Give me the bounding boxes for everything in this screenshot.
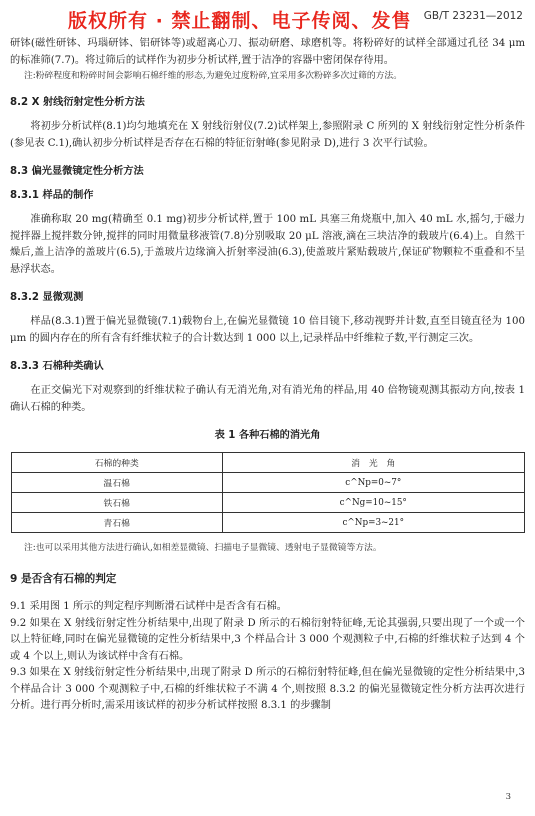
- page-content: [10, 36, 525, 715]
- table-cell: 铁石棉: [12, 493, 223, 513]
- note-table: 注:也可以采用其他方法进行确认,如相差显微镜、扫描电子显微镜、透射电子显微镜等方法。: [24, 543, 382, 553]
- extinction-angle-table: [11, 452, 525, 533]
- paragraph-9-2: 9.2 如果在 X 射线衍射定性分析结果中,出现了附录 D 所示的石棉衍射特征峰,无论其强弱,只要出现了一个或一个以上特征峰,同时在偏光显微镜的定性分析结果中,3 个样品合计 3 000 个观测粒子中,石棉的纤维状粒子达到 4 个或 4 个以上,则认为该试样中含有石棉。: [10, 617, 525, 662]
- table-cell: 青石棉: [12, 513, 223, 533]
- note-top: 注:粉碎程度和粉碎时间会影响石棉纤维的形态,为避免过度粉碎,宜采用多次粉碎多次过筛的方法。: [24, 71, 403, 81]
- heading-9: 9 是否含有石棉的判定: [10, 573, 117, 585]
- paragraph-8-3-1: 准确称取 20 mg(精确至 0.1 mg)初步分析试样,置于 100 mL 具塞三角烧瓶中,加入 40 mL 水,摇匀,于磁力搅拌器上搅拌数分钟,搅拌的同时用微量移液管(7.8)分别吸取 20 μL 溶液,滴在三块洁净的载玻片(6.4)上。自然干燥后,盖上洁净的盖玻片(6.5),于盖玻片边缘滴入折射率浸油(6.3),使盖玻片紧贴载玻片,保证矿物颗粒不重叠和不呈悬浮状态。: [10, 214, 525, 275]
- table-cell: c^Np=0~7°: [222, 473, 525, 493]
- heading-8-3-3: 8.3.3 石棉种类确认: [10, 361, 104, 372]
- table-row: [12, 473, 525, 493]
- paragraph-8-2: 将初步分析试样(8.1)均匀地填充在 X 射线衍射仪(7.2)试样架上,参照附录 C 所列的 X 射线衍射定性分析条件(参见表 C.1),确认初步分析试样是否存在石棉的特征衍射峰(参见附录 D),进行 3 次平行试验。: [10, 121, 525, 149]
- table-header-cell: 消 光 角: [222, 453, 525, 473]
- table-header-cell: 石棉的种类: [12, 453, 223, 473]
- standard-number: GB/T 23231—2012: [423, 10, 523, 22]
- heading-8-3-1: 8.3.1 样品的制作: [10, 190, 94, 201]
- table-cell: c^Np=3~21°: [222, 513, 525, 533]
- heading-8-3-2: 8.3.2 显微观测: [10, 292, 84, 303]
- paragraph-9-3: 9.3 如果在 X 射线衍射定性分析结果中,出现了附录 D 所示的石棉衍射特征峰,但在偏光显微镜的定性分析结果中,3 个样品合计 3 000 个观测粒子中,石棉的纤维状粒子不满 4 个,则按照 8.3.2 的偏光显微镜定性分析方法再次进行分析。进行再分析时,需采用该试样的初步分析试样按照 8.3.1 的步骤制: [10, 667, 525, 711]
- paragraph-8-3-2: 样品(8.3.1)置于偏光显微镜(7.1)载物台上,在偏光显微镜 10 倍目镜下,移动视野并计数,直至目镜直径为 100 μm 的圆内存在的所有含有纤维状粒子的合计数达到 1 000 以上,记录样品中纤维粒子数,平行测定三次。: [10, 316, 525, 344]
- paragraph-top: 研钵(磁性研钵、玛瑙研钵、铝研钵等)或超离心刀、振动研磨、球磨机等。将粉碎好的试样全部通过孔径 34 μm 的标准筛(7.7)。将过筛后的试样作为初步分析试样,置于洁净的容器中密闭保存待用。: [10, 38, 525, 66]
- table-row: [12, 513, 525, 533]
- table-cell: 温石棉: [12, 473, 223, 493]
- table-title: 表 1 各种石棉的消光角: [214, 430, 321, 441]
- table-header-row: [12, 453, 525, 473]
- paragraph-9-1: 9.1 采用图 1 所示的判定程序判断滑石试样中是否含有石棉。: [10, 601, 287, 612]
- heading-8-3: 8.3 偏光显微镜定性分析方法: [10, 166, 144, 177]
- copyright-watermark: 版权所有 · 禁止翻制、电子传阅、发售: [68, 10, 412, 32]
- paragraph-8-3-3: 在正交偏光下对观察到的纤维状粒子确认有无消光角,对有消光角的样品,用 40 倍物镜观测其振动方向,按表 1 确认石棉的种类。: [10, 385, 525, 413]
- page-number: 3: [505, 792, 511, 802]
- table-cell: c^Ng=10~15°: [222, 493, 525, 513]
- table-row: [12, 493, 525, 513]
- heading-8-2: 8.2 X 射线衍射定性分析方法: [10, 97, 145, 108]
